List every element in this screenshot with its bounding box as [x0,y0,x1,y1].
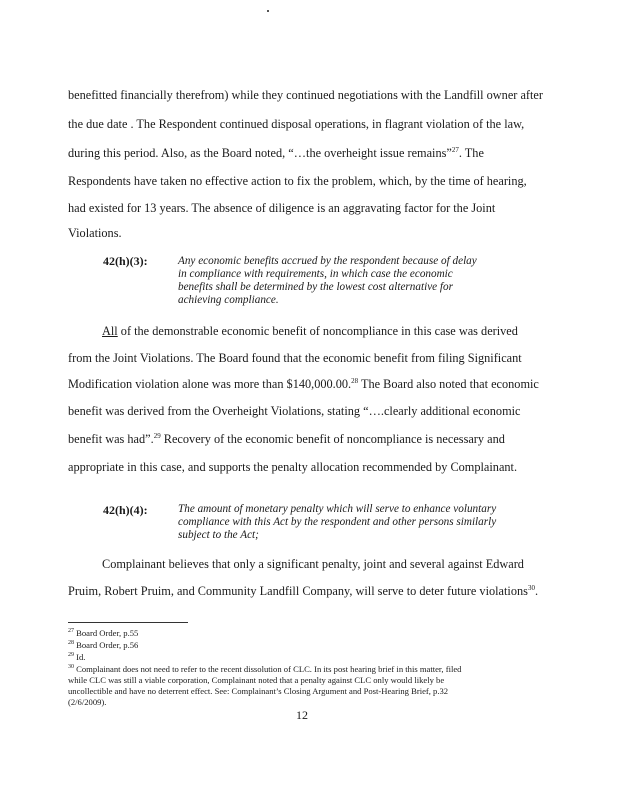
section-heading-42h3: 42(h)(3): [103,254,148,268]
footnote-28 [68,640,138,651]
section3-line-5 [68,432,505,446]
footnote-27-text: Board Order, p.55 [74,628,139,638]
footnote-ref-30: 30 [527,583,535,592]
statute-quote-2-line-2: compliance with this Act by the respondent and other persons similarly [178,516,497,528]
footnote-30-line-4: (2/6/2009). [68,697,107,707]
footnote-27-num: 27 [68,628,74,635]
section4-line-1: Complainant believes that only a significant penalty, joint and several against Edward [102,557,524,571]
footnote-30-num: 30 [68,664,74,671]
section4-line-2-text: Pruim, Robert Pruim, and Community Landfill Company, will serve to deter future violations [68,584,528,598]
body-line-6: Violations. [68,226,122,240]
section-heading-42h4: 42(h)(4): [103,503,148,517]
section3-line-2: from the Joint Violations. The Board found that the economic benefit from filing Significant [68,351,522,365]
footnote-ref-29: 29 [153,431,161,440]
section3-line-4: benefit was derived from the Overheight Violations, stating “….clearly additional economic [68,404,521,418]
footnote-28-num: 28 [68,640,74,647]
section3-line-6: appropriate in this case, and supports the penalty allocation recommended by Complainant. [68,460,518,474]
footnote-ref-27: 27 [451,145,459,154]
statute-quote-line-1: Any economic benefits accrued by the respondent because of delay [178,255,477,267]
statute-quote-line-3: benefits shall be determined by the lowest cost alternative for [178,281,453,293]
footnote-30-text: Complainant does not need to refer to the recent dissolution of CLC. In its post hearing brief in this matter, filed [74,664,462,674]
body-line-4: Respondents have taken no effective action to fix the problem, which, by the time of hearing, [68,174,527,188]
statute-quote-2-line-3: subject to the Act; [178,529,259,541]
section4-line-2-tail: . [534,584,539,598]
section3-line-1 [102,324,518,338]
footnote-28-text: Board Order, p.56 [74,640,139,650]
body-line-1: benefitted financially therefrom) while they continued negotiations with the Landfill owner after [68,88,543,102]
body-line-3 [68,146,484,160]
footnote-ref-28: 28 [351,376,359,385]
body-line-3-text: during this period. Also, as the Board noted, “…the overheight issue remains” [68,146,452,160]
body-line-5: had existed for 13 years. The absence of diligence is an aggravating factor for the Joint [68,201,496,215]
section3-line-1-text: of the demonstrable economic benefit of noncompliance in this case was derived [117,324,518,338]
section3-line-5-text: benefit was had”. [68,432,154,446]
scan-speck [267,10,269,12]
statute-quote-line-2: in compliance with requirements, in which case the economic [178,268,453,280]
emphasis-all: All [102,324,118,338]
section3-line-3 [68,377,539,391]
statute-quote-line-4: achieving compliance. [178,294,279,306]
footnote-27 [68,628,138,639]
footnote-29-text: Id. [74,652,86,662]
section3-line-3-text: Modification violation alone was more than $140,000.00. [68,377,352,391]
footnote-30-line-2: while CLC was still a viable corporation, Complainant noted that a penalty against CLC only would likely be [68,675,445,685]
body-line-2: the due date . The Respondent continued disposal operations, in flagrant violation of the law, [68,117,525,131]
footnote-29-num: 29 [68,652,74,659]
footnote-30 [68,664,461,675]
body-line-3-tail: . The [458,146,484,160]
footnote-29 [68,652,85,663]
footnote-separator [68,622,188,623]
section3-line-3-tail: The Board also noted that economic [358,377,539,391]
section3-line-5-tail: Recovery of the economic benefit of noncompliance is necessary and [160,432,505,446]
page-number: 12 [296,708,308,722]
statute-quote-2-line-1: The amount of monetary penalty which will serve to enhance voluntary [178,503,497,515]
footnote-30-line-3: uncollectible and have no deterrent effect. See: Complainant’s Closing Argument and Post-Hearing Brief, p.32 [68,686,449,696]
section4-line-2 [68,584,538,598]
